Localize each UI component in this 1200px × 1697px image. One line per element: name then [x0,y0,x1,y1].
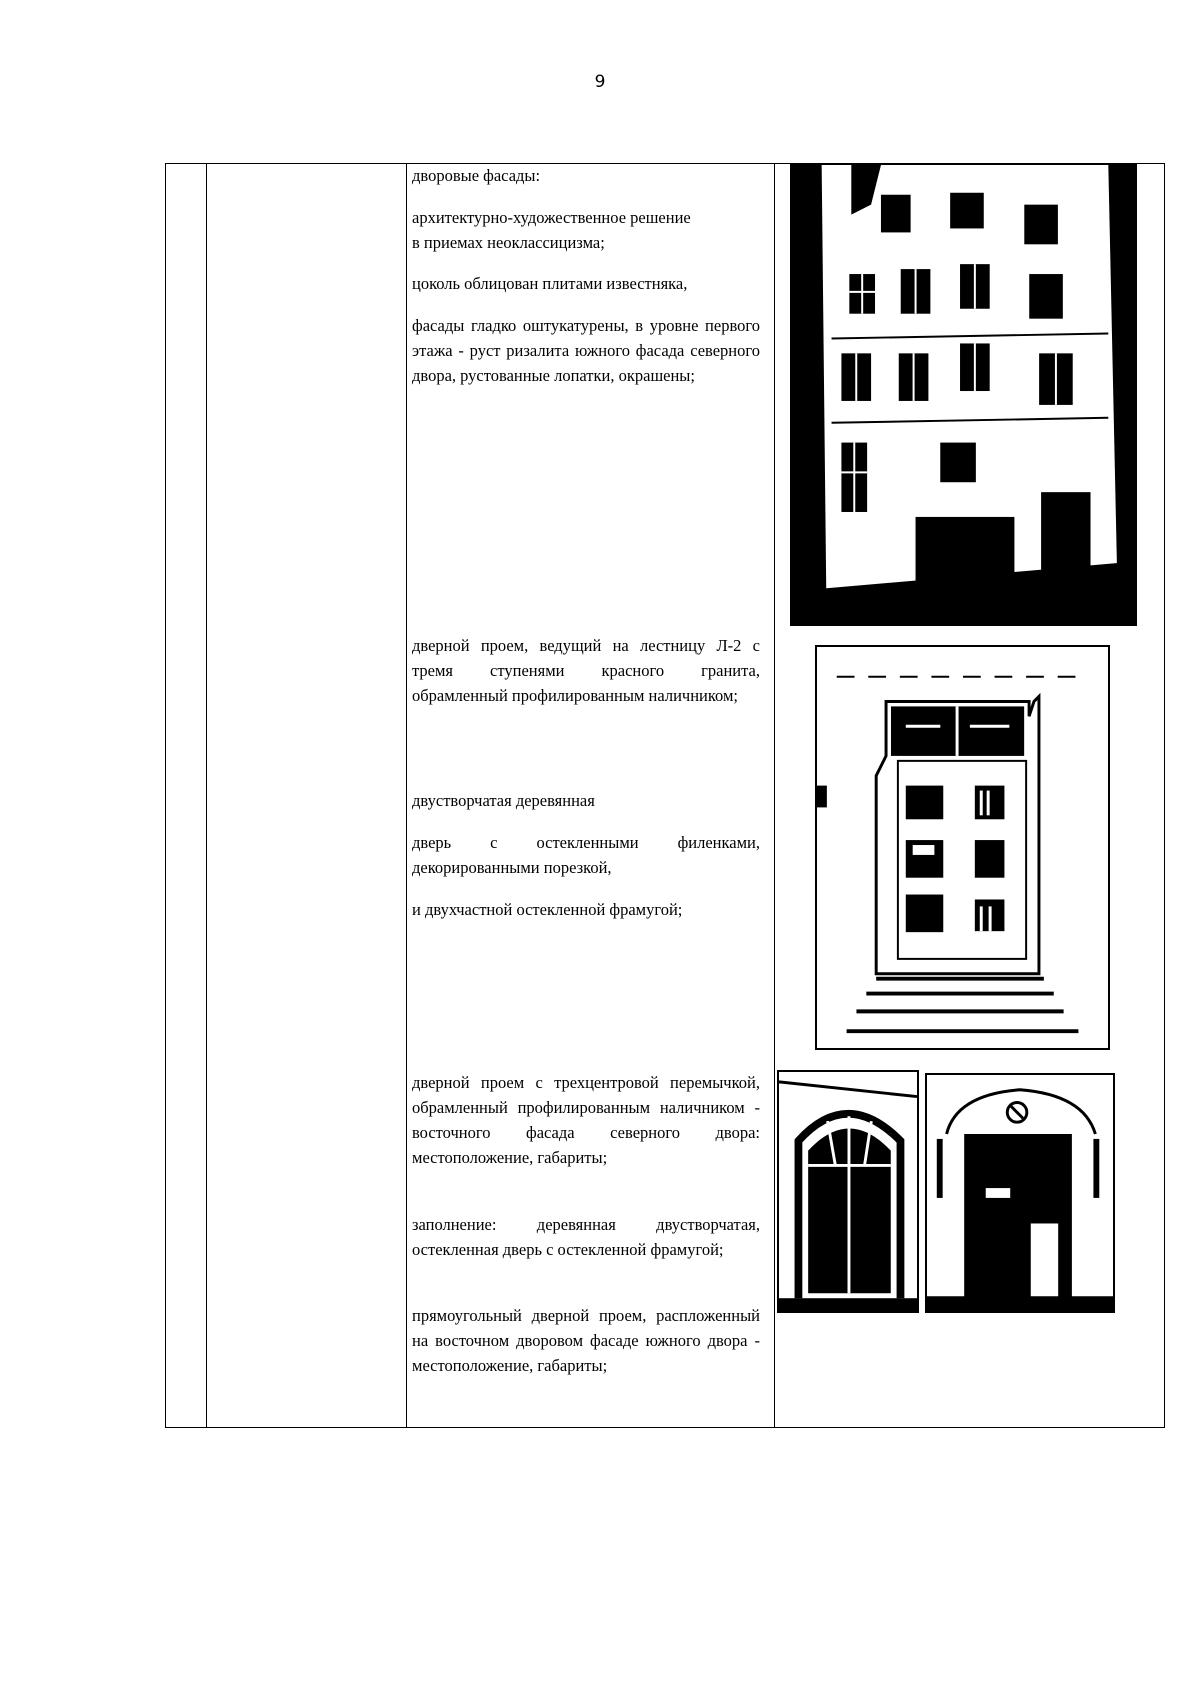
paragraph-filling: заполнение: деревянная двустворчатая, остекленная дверь с остекленной фрамугой; [412,1215,760,1259]
paragraph-transom: и двухчастной остекленной фрамугой; [412,900,683,919]
paragraph-doorway-stair: дверной проем, ведущий на лестницу Л-2 с тремя ступенями красного гранита, обрамленный профилированным наличником; [412,636,760,705]
paragraph-glazed-panels: дверь с остекленными филенками, декорированными порезкой, [412,833,760,877]
paragraph-plaster-facades: фасады гладко оштукатурены, в уровне первого этажа - руст ризалита южного фасада северного двора, рустованные лопатки, окрашены; [412,316,760,385]
column-divider-3 [774,164,775,1427]
column-divider-1 [206,164,207,1427]
paragraph-courtyard-facades: дворовые фасады: [412,166,541,185]
rectangular-doorway-photo [925,1073,1115,1313]
paragraph-rectangular-doorway: прямоугольный дверной проем, распложенный на восточном дворовом фасаде южного двора - местоположение, габариты; [412,1306,760,1375]
page-number: 9 [594,72,606,92]
paragraph-plinth: цоколь облицован плитами известняка, [412,274,688,293]
entrance-door-photo [815,645,1110,1050]
arched-doorway-photo [777,1070,919,1313]
column-divider-2 [406,164,407,1427]
paragraph-three-centered-doorway: дверной проем с трехцентровой перемычкой, обрамленный профилированным наличником - восточного фасада северного двора: местоположение, габариты; [412,1073,760,1167]
courtyard-facade-photo [790,163,1137,626]
paragraph-architectural-solution: архитектурно-художественное решение в приемах неоклассицизма; [412,208,691,252]
paragraph-double-leaf-door: двустворчатая деревянная [412,791,595,810]
